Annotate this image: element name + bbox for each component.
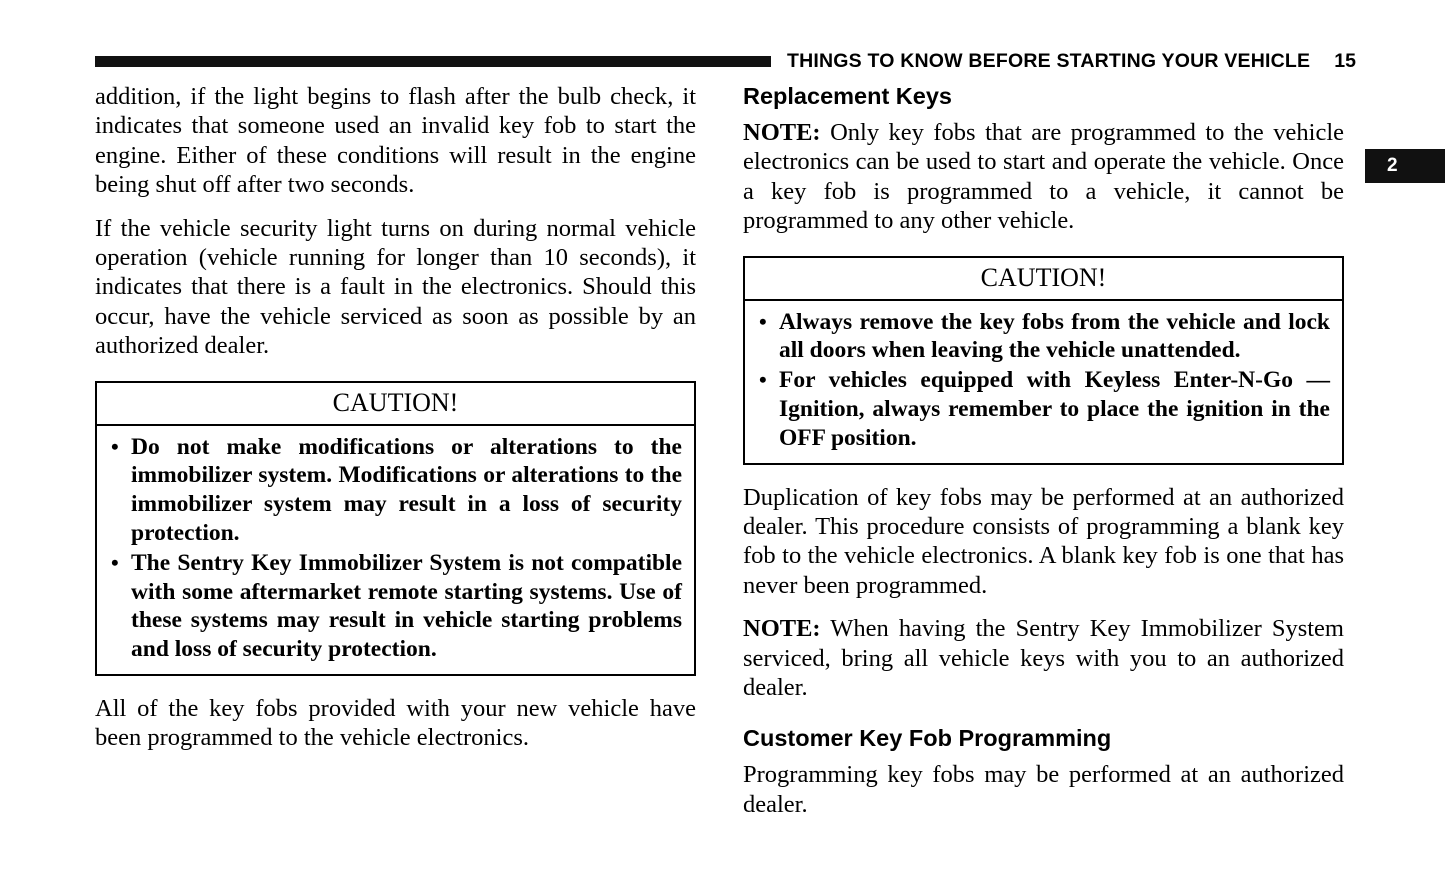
note-label: NOTE:: [743, 119, 821, 146]
list-item: • Always remove the key fobs from the vehicle and lock all doors when leaving the vehicle unattended.: [779, 308, 1330, 366]
list-item: • The Sentry Key Immobilizer System is not compatible with some aftermarket remote starting systems. Use of these systems may result in vehicle starting problems and loss of security protection.: [131, 549, 682, 664]
note-text: Only key fobs that are programmed to the vehicle electronics can be used to start and operate the vehicle. Once a key fob is programmed to a vehicle, it cannot be programmed to any other vehicle.: [743, 119, 1345, 235]
page-number: 15: [1334, 49, 1356, 72]
list-item: • For vehicles equipped with Keyless Enter-N-Go — Ignition, always remember to place the ignition in the OFF position.: [779, 366, 1330, 452]
right-column: [743, 82, 1344, 819]
caution-title: CAUTION!: [745, 258, 1342, 301]
section-heading-replacement-keys: Replacement Keys: [743, 83, 952, 109]
note-text: When having the Sentry Key Immobilizer System serviced, bring all vehicle keys with you to an authorized dealer.: [743, 615, 1344, 702]
note-paragraph: [743, 614, 1344, 702]
paragraph: Duplication of key fobs may be performed at an authorized dealer. This procedure consists of programming a blank key fob to the vehicle electronics. A blank key fob is one that has never been programmed.: [743, 483, 1344, 599]
header-title: THINGS TO KNOW BEFORE STARTING YOUR VEHICLE: [787, 49, 1311, 72]
caution-box: [95, 381, 696, 676]
paragraph: All of the key fobs provided with your new vehicle have been programmed to the vehicle electronics.: [95, 695, 696, 752]
caution-list: [109, 433, 682, 664]
page-header: [95, 45, 1356, 77]
list-item: • Do not make modifications or alterations to the immobilizer system. Modifications or alterations to the immobilizer system may result in a loss of security protection.: [131, 433, 682, 548]
section-heading-customer-key-fob-programming: Customer Key Fob Programming: [743, 725, 1112, 752]
paragraph: Programming key fobs may be performed at an authorized dealer.: [743, 761, 1344, 818]
caution-box: [743, 256, 1344, 465]
note-paragraph: [743, 118, 1344, 236]
caution-body: [97, 426, 694, 674]
left-column: [95, 82, 696, 753]
chapter-tab: 2: [1365, 149, 1445, 183]
caution-list: [757, 308, 1330, 453]
header-rule: [95, 56, 771, 67]
paragraph: If the vehicle security light turns on during normal vehicle operation (vehicle running for longer than 10 seconds), it indicates that there is a fault in the electronics. Should this occur, have the vehicle serviced as soon as possible by an authorized dealer.: [95, 214, 696, 360]
paragraph: addition, if the light begins to flash after the bulb check, it indicates that someone used an invalid key fob to start the engine. Either of these conditions will result in the engine being shut off after two seconds.: [95, 83, 696, 199]
caution-title: CAUTION!: [97, 383, 694, 426]
caution-body: [745, 301, 1342, 463]
note-label: NOTE:: [743, 615, 821, 643]
